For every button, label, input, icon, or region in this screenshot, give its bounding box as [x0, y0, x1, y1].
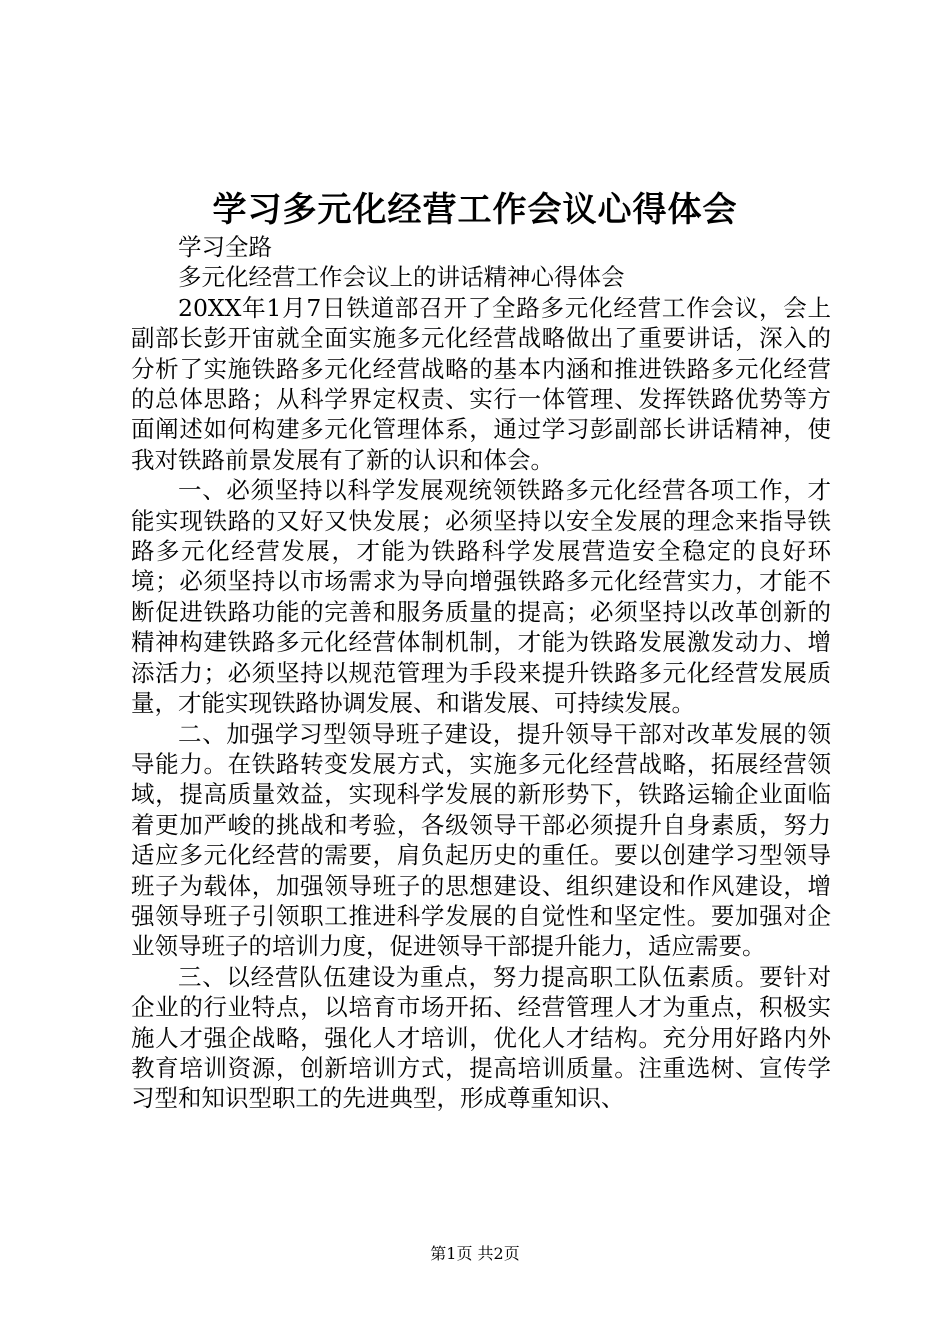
document-body: [131, 232, 831, 1114]
paragraph: 三、以经营队伍建设为重点，努力提高职工队伍素质。要针对企业的行业特点，以培育市场开拓、经营管理人才为重点，积极实施人才强企战略，强化人才培训，优化人才结构。充分用好路内外教育培训资源，创新培训方式，提高培训质量。注重选树、宣传学习型和知识型职工的先进典型，形成尊重知识、: [131, 962, 831, 1113]
paragraph: 20XX年1月7日铁道部召开了全路多元化经营工作会议，会上副部长彭开宙就全面实施多元化经营战略做出了重要讲话，深入的分析了实施铁路多元化经营战略的基本内涵和推进铁路多元化经营的总体思路；从科学界定权责、实行一体管理、发挥铁路优势等方面阐述如何构建多元化管理体系，通过学习彭副部长讲话精神，使我对铁路前景发展有了新的认识和体会。: [131, 293, 831, 474]
page-number-footer: 第1页 共2页: [430, 1244, 520, 1263]
paragraph: 学习全路: [178, 233, 272, 261]
paragraph: 多元化经营工作会议上的讲话精神心得体会: [178, 263, 625, 292]
paragraph: 二、加强学习型领导班子建设，提升领导干部对改革发展的领导能力。在铁路转变发展方式，实施多元化经营战略，拓展经营领域，提高质量效益，实现科学发展的新形势下，铁路运输企业面临着更加严峻的挑战和考验，各级领导干部必须提升自身素质，努力适应多元化经营的需要，肩负起历史的重任。要以创建学习型领导班子为载体，加强领导班子的思想建设、组织建设和作风建设，增强领导班子引领职工推进科学发展的自觉性和坚定性。要加强对企业领导班子的培训力度，促进领导干部提升能力，适应需要。: [131, 719, 831, 961]
document-title: 学习多元化经营工作会议心得体会: [212, 190, 738, 230]
paragraph: 一、必须坚持以科学发展观统领铁路多元化经营各项工作，才能实现铁路的又好又快发展；必须坚持以安全发展的理念来指导铁路多元化经营发展，才能为铁路科学发展营造安全稳定的良好环境；必须坚持以市场需求为导向增强铁路多元化经营实力，才能不断促进铁路功能的完善和服务质量的提高；必须坚持以改革创新的精神构建铁路多元化经营体制机制，才能为铁路发展激发动力、增添活力；必须坚持以规范管理为手段来提升铁路多元化经营发展质量，才能实现铁路协调发展、和谐发展、可持续发展。: [131, 476, 831, 718]
